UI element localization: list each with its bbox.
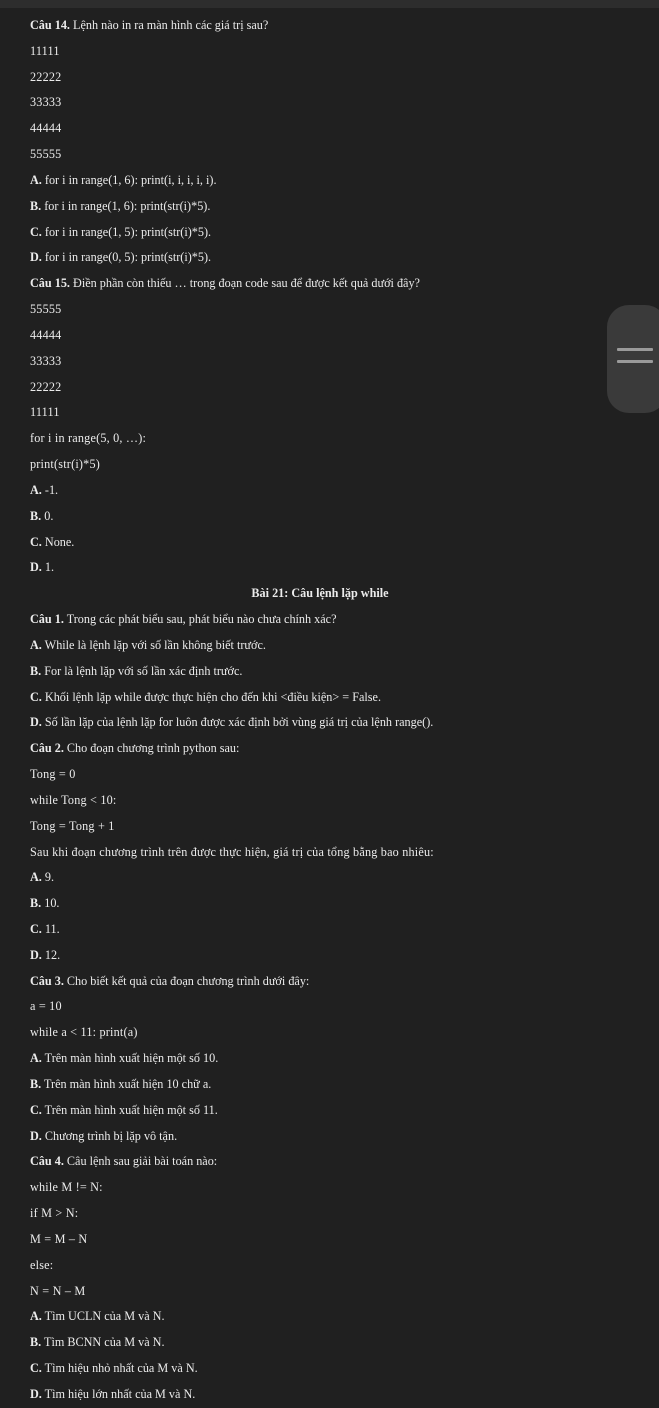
answer-option xyxy=(30,710,630,736)
question-text: Cho biết kết quả của đoạn chương trình dưới đây: xyxy=(63,973,310,988)
text-line: N = N – M xyxy=(30,1283,86,1298)
side-panel-handle[interactable] xyxy=(607,305,659,413)
option-letter: C. xyxy=(30,224,42,239)
question-text: Lệnh nào in ra màn hình các giá trị sau? xyxy=(69,18,269,32)
text-line: while Tong < 10: xyxy=(30,792,117,807)
option-letter: C. xyxy=(30,921,42,936)
option-letter: D. xyxy=(30,947,42,962)
option-letter: A. xyxy=(30,637,42,652)
option-letter: B. xyxy=(30,198,42,213)
option-text: -1. xyxy=(41,482,59,497)
option-letter: C. xyxy=(30,1102,42,1117)
option-text: Khối lệnh lặp while được thực hiện cho đến khi <điều kiện> = False. xyxy=(41,689,381,704)
option-text: For là lệnh lặp với số lần xác định trước. xyxy=(41,663,243,678)
text-line: Tong = 0 xyxy=(30,767,76,782)
text-line: 44444 xyxy=(30,327,62,342)
text-line: M = M – N xyxy=(30,1231,88,1246)
section-heading: Bài 21: Câu lệnh lặp while xyxy=(251,586,389,601)
text-line: for i in range(5, 0, …): xyxy=(30,431,147,446)
option-letter: B. xyxy=(30,896,42,911)
question-text: Cho đoạn chương trình python sau: xyxy=(63,741,240,756)
answer-option xyxy=(30,1124,630,1150)
text-line: if M > N: xyxy=(30,1206,79,1221)
option-text: Số lần lặp của lệnh lặp for luôn được xác định bởi vùng giá trị của lệnh range(). xyxy=(41,715,434,730)
answer-option xyxy=(30,555,630,581)
answer-option xyxy=(30,891,630,917)
text-line: 44444 xyxy=(30,121,62,136)
text-line: 55555 xyxy=(30,302,62,317)
answer-option xyxy=(30,194,630,220)
question-line xyxy=(30,607,630,633)
option-text: for i in range(1, 6): print(i, i, i, i, i). xyxy=(41,172,217,187)
option-letter: B. xyxy=(30,1335,42,1350)
document-content xyxy=(30,13,630,1408)
answer-option xyxy=(30,1046,630,1072)
text-line: else: xyxy=(30,1257,54,1272)
option-text: 9. xyxy=(41,870,55,885)
question-text: Trong các phát biểu sau, phát biểu nào chưa chính xác? xyxy=(63,612,337,627)
text-line: 22222 xyxy=(30,69,62,84)
option-letter: D. xyxy=(30,715,42,730)
answer-option xyxy=(30,220,630,246)
question-line xyxy=(30,969,630,995)
option-text: 10. xyxy=(41,896,60,911)
question-line xyxy=(30,736,630,762)
option-letter: A. xyxy=(30,1051,42,1066)
answer-option xyxy=(30,1072,630,1098)
text-line: 11111 xyxy=(30,405,60,420)
option-text: 1. xyxy=(41,560,55,575)
option-text: Tìm UCLN của M và N. xyxy=(41,1309,165,1324)
handle-line-icon xyxy=(617,360,653,363)
question-number: Câu 4. xyxy=(30,1154,64,1169)
text-line: 22222 xyxy=(30,379,62,394)
answer-option xyxy=(30,865,630,891)
answer-option xyxy=(30,168,630,194)
answer-option xyxy=(30,1382,630,1408)
question-text: Điền phần còn thiếu … trong đoạn code sau để được kết quả dưới đây? xyxy=(69,276,420,291)
text-line: 11111 xyxy=(30,43,60,58)
question-number: Câu 2. xyxy=(30,741,64,756)
answer-option xyxy=(30,1304,630,1330)
option-text: for i in range(1, 6): print(str(i)*5). xyxy=(41,198,211,213)
answer-option xyxy=(30,478,630,504)
question-number: Câu 15. xyxy=(30,276,70,291)
option-letter: B. xyxy=(30,663,42,678)
option-text: Trên màn hình xuất hiện 10 chữ a. xyxy=(41,1076,212,1091)
answer-option xyxy=(30,1330,630,1356)
option-letter: D. xyxy=(30,1128,42,1143)
question-number: Câu 14. xyxy=(30,18,70,32)
option-letter: B. xyxy=(30,1076,42,1091)
answer-option xyxy=(30,530,630,556)
answer-option xyxy=(30,917,630,943)
answer-option xyxy=(30,943,630,969)
option-text: Trên màn hình xuất hiện một số 10. xyxy=(41,1051,219,1066)
text-line: while M != N: xyxy=(30,1180,103,1195)
option-letter: D. xyxy=(30,560,42,575)
question-number: Câu 1. xyxy=(30,612,64,627)
text-line: Sau khi đoạn chương trình trên được thực hiện, giá trị của tổng bằng bao nhiêu: xyxy=(30,844,434,859)
text-line: print(str(i)*5) xyxy=(30,457,101,472)
answer-option xyxy=(30,659,630,685)
option-text: 12. xyxy=(41,947,61,962)
option-letter: D. xyxy=(30,1386,42,1401)
option-text: for i in range(1, 5): print(str(i)*5). xyxy=(41,224,212,239)
option-letter: A. xyxy=(30,870,42,885)
option-letter: A. xyxy=(30,482,42,497)
question-line xyxy=(30,13,630,39)
option-text: While là lệnh lặp với số lần không biết trước. xyxy=(41,637,266,652)
question-number: Câu 3. xyxy=(30,973,64,988)
option-text: 11. xyxy=(41,921,60,936)
option-text: Tìm hiệu nhỏ nhất của M và N. xyxy=(41,1361,198,1376)
answer-option xyxy=(30,504,630,530)
text-line: Tong = Tong + 1 xyxy=(30,818,115,833)
answer-option xyxy=(30,685,630,711)
option-letter: D. xyxy=(30,250,42,265)
option-letter: A. xyxy=(30,1309,42,1324)
question-line xyxy=(30,1149,630,1175)
text-line: while a < 11: print(a) xyxy=(30,1025,138,1040)
text-line: a = 10 xyxy=(30,999,62,1014)
option-letter: C. xyxy=(30,689,42,704)
option-letter: C. xyxy=(30,534,42,549)
option-letter: C. xyxy=(30,1361,42,1376)
option-letter: B. xyxy=(30,508,42,523)
option-text: Tìm hiệu lớn nhất của M và N. xyxy=(41,1386,196,1401)
answer-option xyxy=(30,245,630,271)
option-letter: A. xyxy=(30,172,42,187)
option-text: for i in range(0, 5): print(str(i)*5). xyxy=(41,250,212,265)
text-line: 55555 xyxy=(30,147,62,162)
option-text: Chương trình bị lặp vô tận. xyxy=(41,1128,178,1143)
option-text: Trên màn hình xuất hiện một số 11. xyxy=(41,1102,218,1117)
answer-option xyxy=(30,633,630,659)
question-line xyxy=(30,271,630,297)
handle-line-icon xyxy=(617,348,653,351)
text-line: 33333 xyxy=(30,353,62,368)
top-bar xyxy=(0,0,659,8)
option-text: None. xyxy=(41,534,75,549)
question-text: Câu lệnh sau giải bài toán nào: xyxy=(63,1154,218,1169)
answer-option xyxy=(30,1356,630,1382)
answer-option xyxy=(30,1098,630,1124)
option-text: Tìm BCNN của M và N. xyxy=(41,1335,165,1350)
text-line: 33333 xyxy=(30,95,62,110)
option-text: 0. xyxy=(41,508,54,523)
